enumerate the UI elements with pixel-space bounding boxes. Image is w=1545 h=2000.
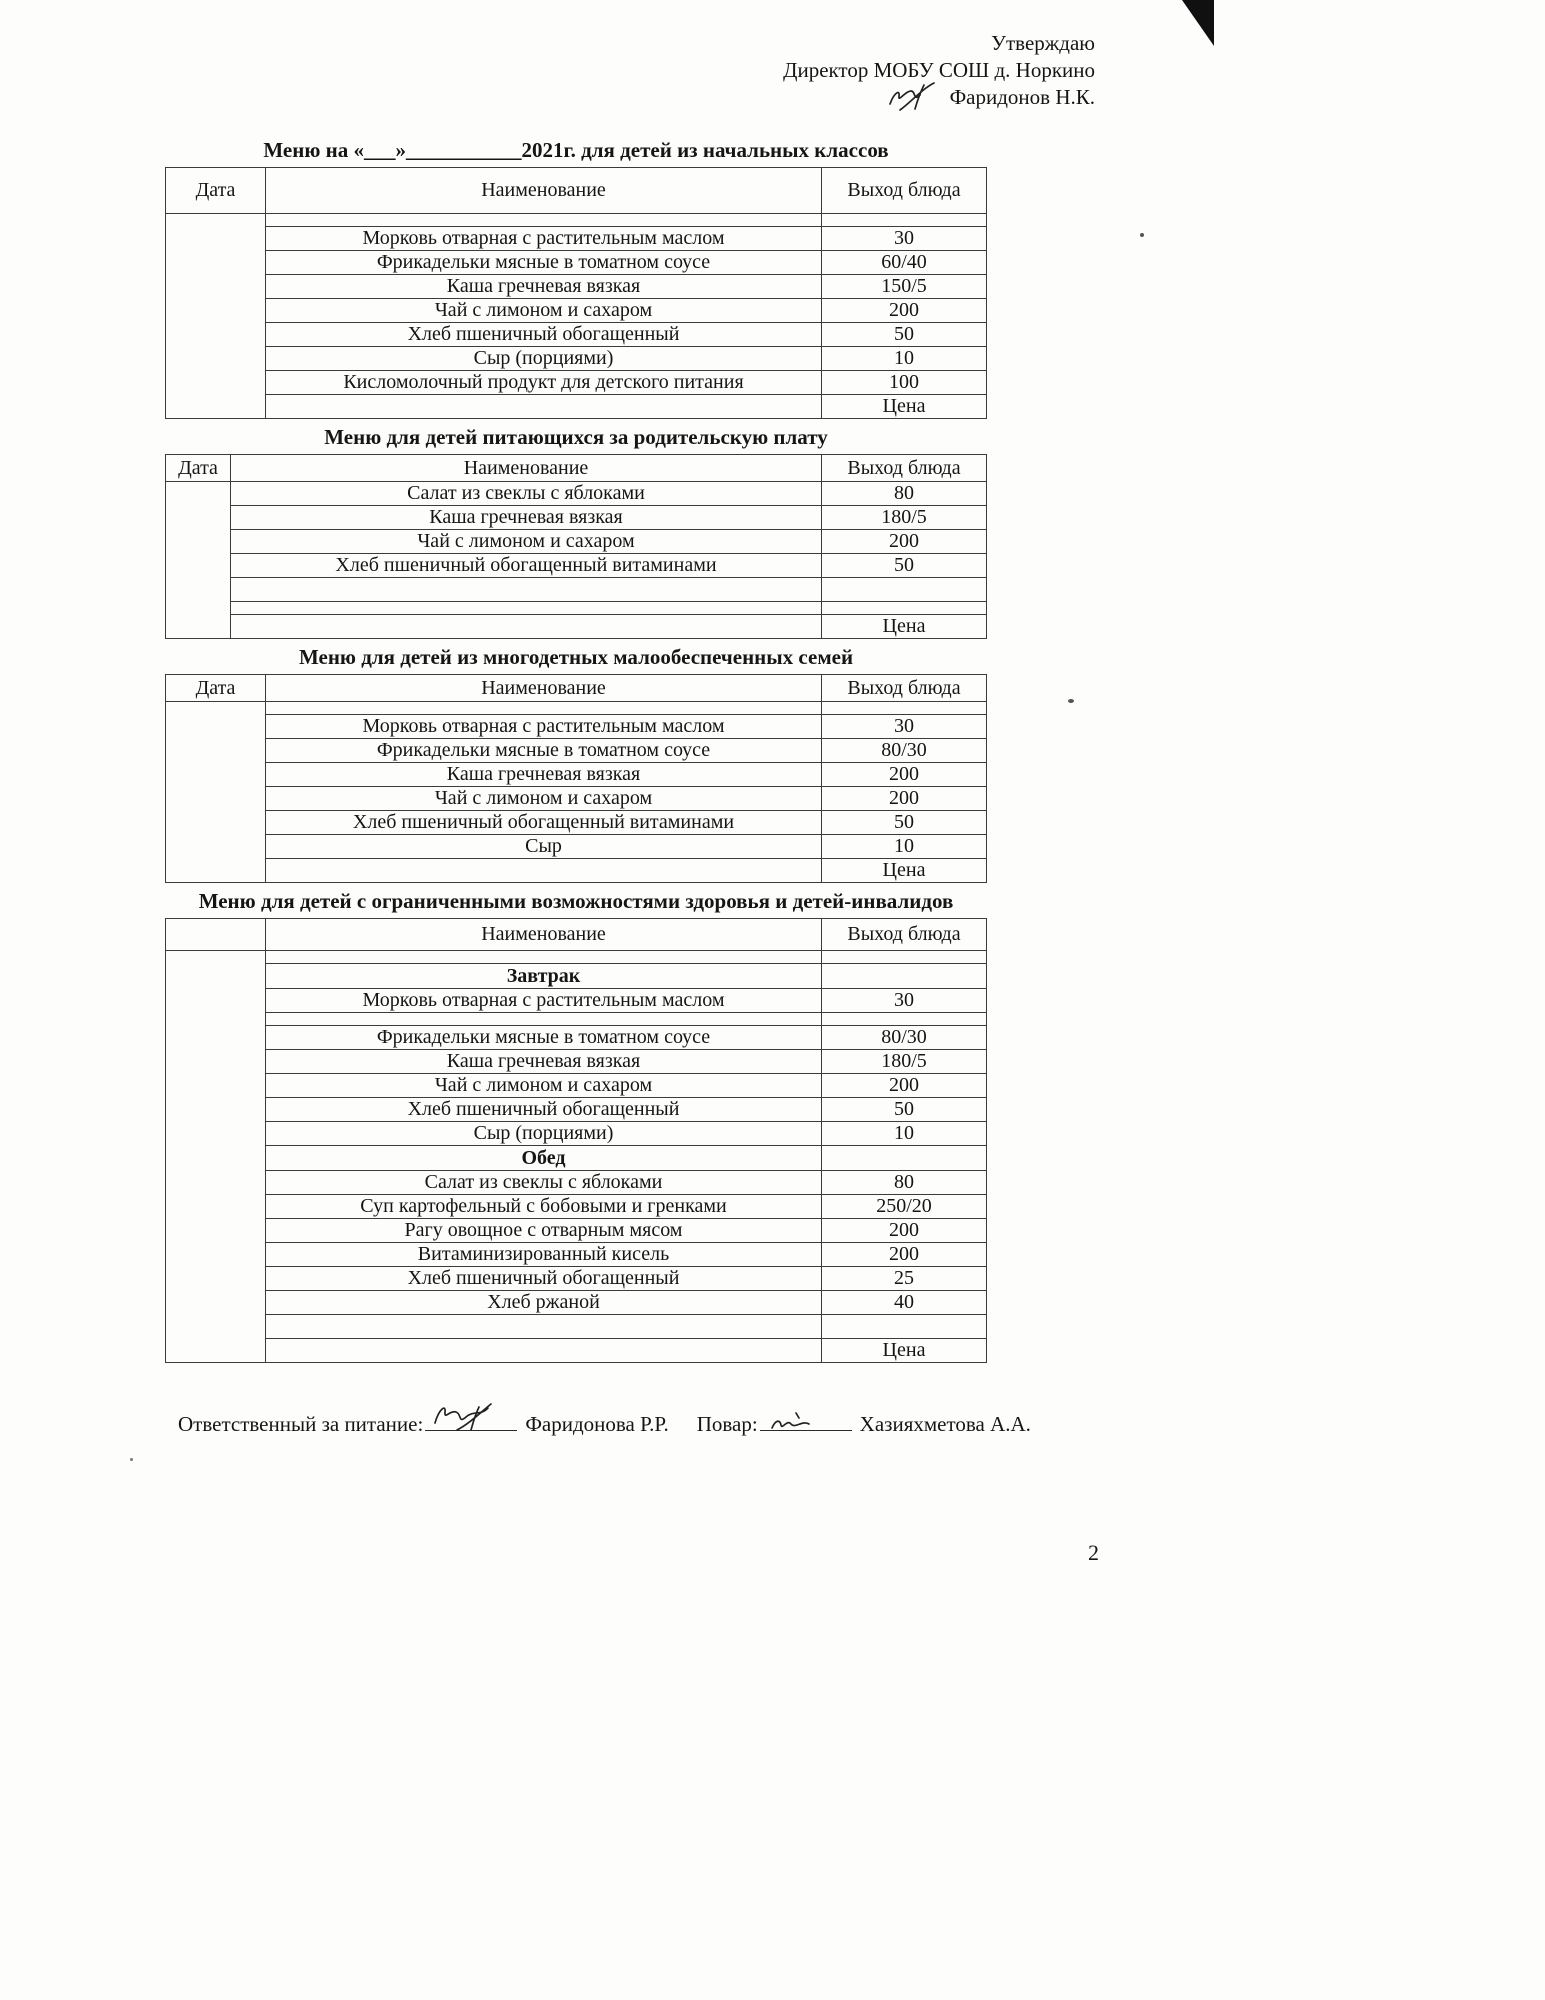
- dish-name: [231, 602, 822, 615]
- menu-section-disabled-children: [165, 889, 987, 1363]
- dish-name: Чай с лимоном и сахаром: [266, 787, 822, 811]
- menu-section-parent-paid: [165, 425, 987, 639]
- table-row: [166, 506, 987, 530]
- signature-line: [178, 1411, 1031, 1437]
- dish-name: Хлеб пшеничный обогащенный: [266, 1267, 822, 1291]
- table-row: [166, 1026, 987, 1050]
- table-row: [166, 787, 987, 811]
- dish-output: 200: [822, 787, 987, 811]
- name-column-header: Наименование: [266, 919, 822, 951]
- dish-name: [266, 702, 822, 715]
- dish-output: [822, 964, 987, 989]
- dish-output: 50: [822, 323, 987, 347]
- dish-name: Каша гречневая вязкая: [266, 275, 822, 299]
- name-column-header: Наименование: [231, 455, 822, 482]
- dish-name: Чай с лимоном и сахаром: [266, 299, 822, 323]
- dish-name: [266, 214, 822, 227]
- table-row: [166, 214, 987, 227]
- table-row: [166, 1243, 987, 1267]
- menu-section-primary-classes: [165, 138, 987, 419]
- table-row: [166, 578, 987, 602]
- dish-name: Хлеб ржаной: [266, 1291, 822, 1315]
- dish-name: [231, 578, 822, 602]
- dish-name: Витаминизированный кисель: [266, 1243, 822, 1267]
- responsible-label: Ответственный за питание:: [178, 1411, 424, 1436]
- table-header-row: [166, 168, 987, 214]
- approval-director-line: Директор МОБУ СОШ д. Норкино: [783, 58, 1095, 82]
- date-cell: [166, 482, 231, 639]
- table-row: [166, 964, 987, 989]
- menu-title: Меню для детей с ограниченными возможностями здоровья и детей-инвалидов: [198, 889, 954, 913]
- dish-output: 200: [822, 299, 987, 323]
- menu-section-large-lowincome-families: [165, 645, 987, 883]
- dish-name: Морковь отварная с растительным маслом: [266, 715, 822, 739]
- dish-output: [822, 1013, 987, 1026]
- table-row: [166, 1195, 987, 1219]
- dish-name: [266, 1339, 822, 1363]
- table-header-row: [166, 455, 987, 482]
- table-row: [166, 482, 987, 506]
- table-row: [166, 811, 987, 835]
- dish-output: 200: [822, 1243, 987, 1267]
- table-row: [166, 1146, 987, 1171]
- dish-name: [266, 859, 822, 883]
- date-column-header: Дата: [166, 675, 266, 702]
- price-label: Цена: [822, 615, 987, 639]
- table-row: [166, 227, 987, 251]
- approval-signer-name: Фаридонов Н.К.: [949, 85, 1095, 109]
- dish-name: Сыр: [266, 835, 822, 859]
- dish-name: [266, 951, 822, 964]
- menu-table: [165, 918, 987, 1363]
- dish-output: 60/40: [822, 251, 987, 275]
- dish-output: 50: [822, 554, 987, 578]
- dish-output: 50: [822, 811, 987, 835]
- dish-output: 80/30: [822, 1026, 987, 1050]
- dish-name: Суп картофельный с бобовыми и гренками: [266, 1195, 822, 1219]
- date-cell: [166, 214, 266, 419]
- dish-name: Каша гречневая вязкая: [266, 1050, 822, 1074]
- dish-name: Хлеб пшеничный обогащенный витаминами: [266, 811, 822, 835]
- name-column-header: Наименование: [266, 168, 822, 214]
- dish-name: Фрикадельки мясные в томатном соусе: [266, 251, 822, 275]
- date-column-header: [166, 919, 266, 951]
- table-row: [166, 1267, 987, 1291]
- price-label: Цена: [822, 859, 987, 883]
- menu-title: Меню для детей питающихся за родительскую плату: [324, 425, 828, 449]
- table-row: [166, 1291, 987, 1315]
- menu-title: Меню на «___»___________2021г. для детей из начальных классов: [263, 138, 889, 162]
- table-row: [166, 1050, 987, 1074]
- dish-output: 250/20: [822, 1195, 987, 1219]
- date-cell: [166, 951, 266, 1363]
- scan-speck: [1068, 699, 1074, 703]
- dish-name: Каша гречневая вязкая: [231, 506, 822, 530]
- dish-name: Рагу овощное с отварным мясом: [266, 1219, 822, 1243]
- dish-output: 10: [822, 347, 987, 371]
- dish-name: [266, 395, 822, 419]
- dish-name: Хлеб пшеничный обогащенный: [266, 323, 822, 347]
- dish-output: 10: [822, 835, 987, 859]
- dish-output: 150/5: [822, 275, 987, 299]
- output-column-header: Выход блюда: [822, 675, 987, 702]
- dish-output: 80/30: [822, 739, 987, 763]
- table-row: [166, 1098, 987, 1122]
- table-row: [166, 371, 987, 395]
- dish-name: Каша гречневая вязкая: [266, 763, 822, 787]
- dish-output: [822, 702, 987, 715]
- date-column-header: Дата: [166, 455, 231, 482]
- table-row: [166, 299, 987, 323]
- table-row: [166, 739, 987, 763]
- table-row: [166, 702, 987, 715]
- menu-table: [165, 674, 987, 883]
- dish-output: 30: [822, 715, 987, 739]
- table-row: [166, 323, 987, 347]
- dish-output: 200: [822, 530, 987, 554]
- dish-output: [822, 602, 987, 615]
- dish-output: 200: [822, 1074, 987, 1098]
- dish-output: 30: [822, 227, 987, 251]
- dish-output: 200: [822, 763, 987, 787]
- table-row: [166, 1122, 987, 1146]
- dish-output: [822, 214, 987, 227]
- table-row: [166, 1315, 987, 1339]
- date-cell: [166, 702, 266, 883]
- output-column-header: Выход блюда: [822, 919, 987, 951]
- dish-output: [822, 1146, 987, 1171]
- dish-output: 180/5: [822, 1050, 987, 1074]
- menu-table: [165, 167, 987, 419]
- dish-name: Морковь отварная с растительным маслом: [266, 227, 822, 251]
- dish-output: 80: [822, 482, 987, 506]
- dish-name: Сыр (порциями): [266, 1122, 822, 1146]
- table-header-row: [166, 675, 987, 702]
- table-row: [166, 859, 987, 883]
- table-row: [166, 347, 987, 371]
- responsible-name: Фаридонова Р.Р.: [525, 1411, 669, 1436]
- table-row: [166, 530, 987, 554]
- page-number: 2: [1088, 1540, 1099, 1565]
- dish-output: [822, 1315, 987, 1339]
- table-header-row: [166, 919, 987, 951]
- cook-label: Повар:: [696, 1411, 758, 1436]
- table-row: [166, 835, 987, 859]
- date-column-header: Дата: [166, 168, 266, 214]
- table-row: [166, 1013, 987, 1026]
- dish-output: 200: [822, 1219, 987, 1243]
- price-label: Цена: [822, 1339, 987, 1363]
- dish-output: 50: [822, 1098, 987, 1122]
- table-row: [166, 715, 987, 739]
- scan-speck: [130, 1458, 133, 1461]
- dish-name: Хлеб пшеничный обогащенный: [266, 1098, 822, 1122]
- scan-speck: [1140, 233, 1144, 237]
- table-row: [166, 1219, 987, 1243]
- table-row: [166, 395, 987, 419]
- table-row: [166, 615, 987, 639]
- name-column-header: Наименование: [266, 675, 822, 702]
- dish-output: 25: [822, 1267, 987, 1291]
- dish-name: Хлеб пшеничный обогащенный витаминами: [231, 554, 822, 578]
- dish-name: [231, 615, 822, 639]
- dish-name: Кисломолочный продукт для детского питания: [266, 371, 822, 395]
- meal-section-label: Обед: [266, 1146, 822, 1171]
- responsible-signature: [425, 1411, 517, 1431]
- table-row: [166, 763, 987, 787]
- meal-section-label: Завтрак: [266, 964, 822, 989]
- dish-output: 100: [822, 371, 987, 395]
- dish-output: [822, 578, 987, 602]
- table-row: [166, 554, 987, 578]
- output-column-header: Выход блюда: [822, 168, 987, 214]
- table-row: [166, 251, 987, 275]
- dish-name: Фрикадельки мясные в томатном соусе: [266, 1026, 822, 1050]
- cook-signature: [760, 1411, 852, 1431]
- approval-signer-line: [625, 84, 1095, 111]
- director-signature: [884, 86, 942, 108]
- table-row: [166, 1171, 987, 1195]
- dish-output: [822, 951, 987, 964]
- dish-name: Фрикадельки мясные в томатном соусе: [266, 739, 822, 763]
- table-row: [166, 1339, 987, 1363]
- dish-output: 30: [822, 989, 987, 1013]
- menu-table: [165, 454, 987, 639]
- menu-title: Меню для детей из многодетных малообеспеченных семей: [298, 645, 854, 669]
- menu-content: [165, 138, 1031, 1437]
- table-row: [166, 602, 987, 615]
- price-label: Цена: [822, 395, 987, 419]
- dish-output: 10: [822, 1122, 987, 1146]
- dish-name: Салат из свеклы с яблоками: [231, 482, 822, 506]
- table-row: [166, 1074, 987, 1098]
- dish-name: [266, 1315, 822, 1339]
- cook-name: Хазияхметова А.А.: [859, 1411, 1031, 1436]
- output-column-header: Выход блюда: [822, 455, 987, 482]
- dish-name: Морковь отварная с растительным маслом: [266, 989, 822, 1013]
- table-row: [166, 275, 987, 299]
- dish-output: 180/5: [822, 506, 987, 530]
- dish-output: 40: [822, 1291, 987, 1315]
- table-row: [166, 989, 987, 1013]
- dish-output: 80: [822, 1171, 987, 1195]
- dish-name: [266, 1013, 822, 1026]
- approval-block: [625, 30, 1095, 111]
- scan-corner-artifact: [1182, 0, 1214, 51]
- dish-name: Чай с лимоном и сахаром: [266, 1074, 822, 1098]
- approval-word: Утверждаю: [991, 31, 1095, 55]
- table-row: [166, 951, 987, 964]
- dish-name: Салат из свеклы с яблоками: [266, 1171, 822, 1195]
- dish-name: Сыр (порциями): [266, 347, 822, 371]
- dish-name: Чай с лимоном и сахаром: [231, 530, 822, 554]
